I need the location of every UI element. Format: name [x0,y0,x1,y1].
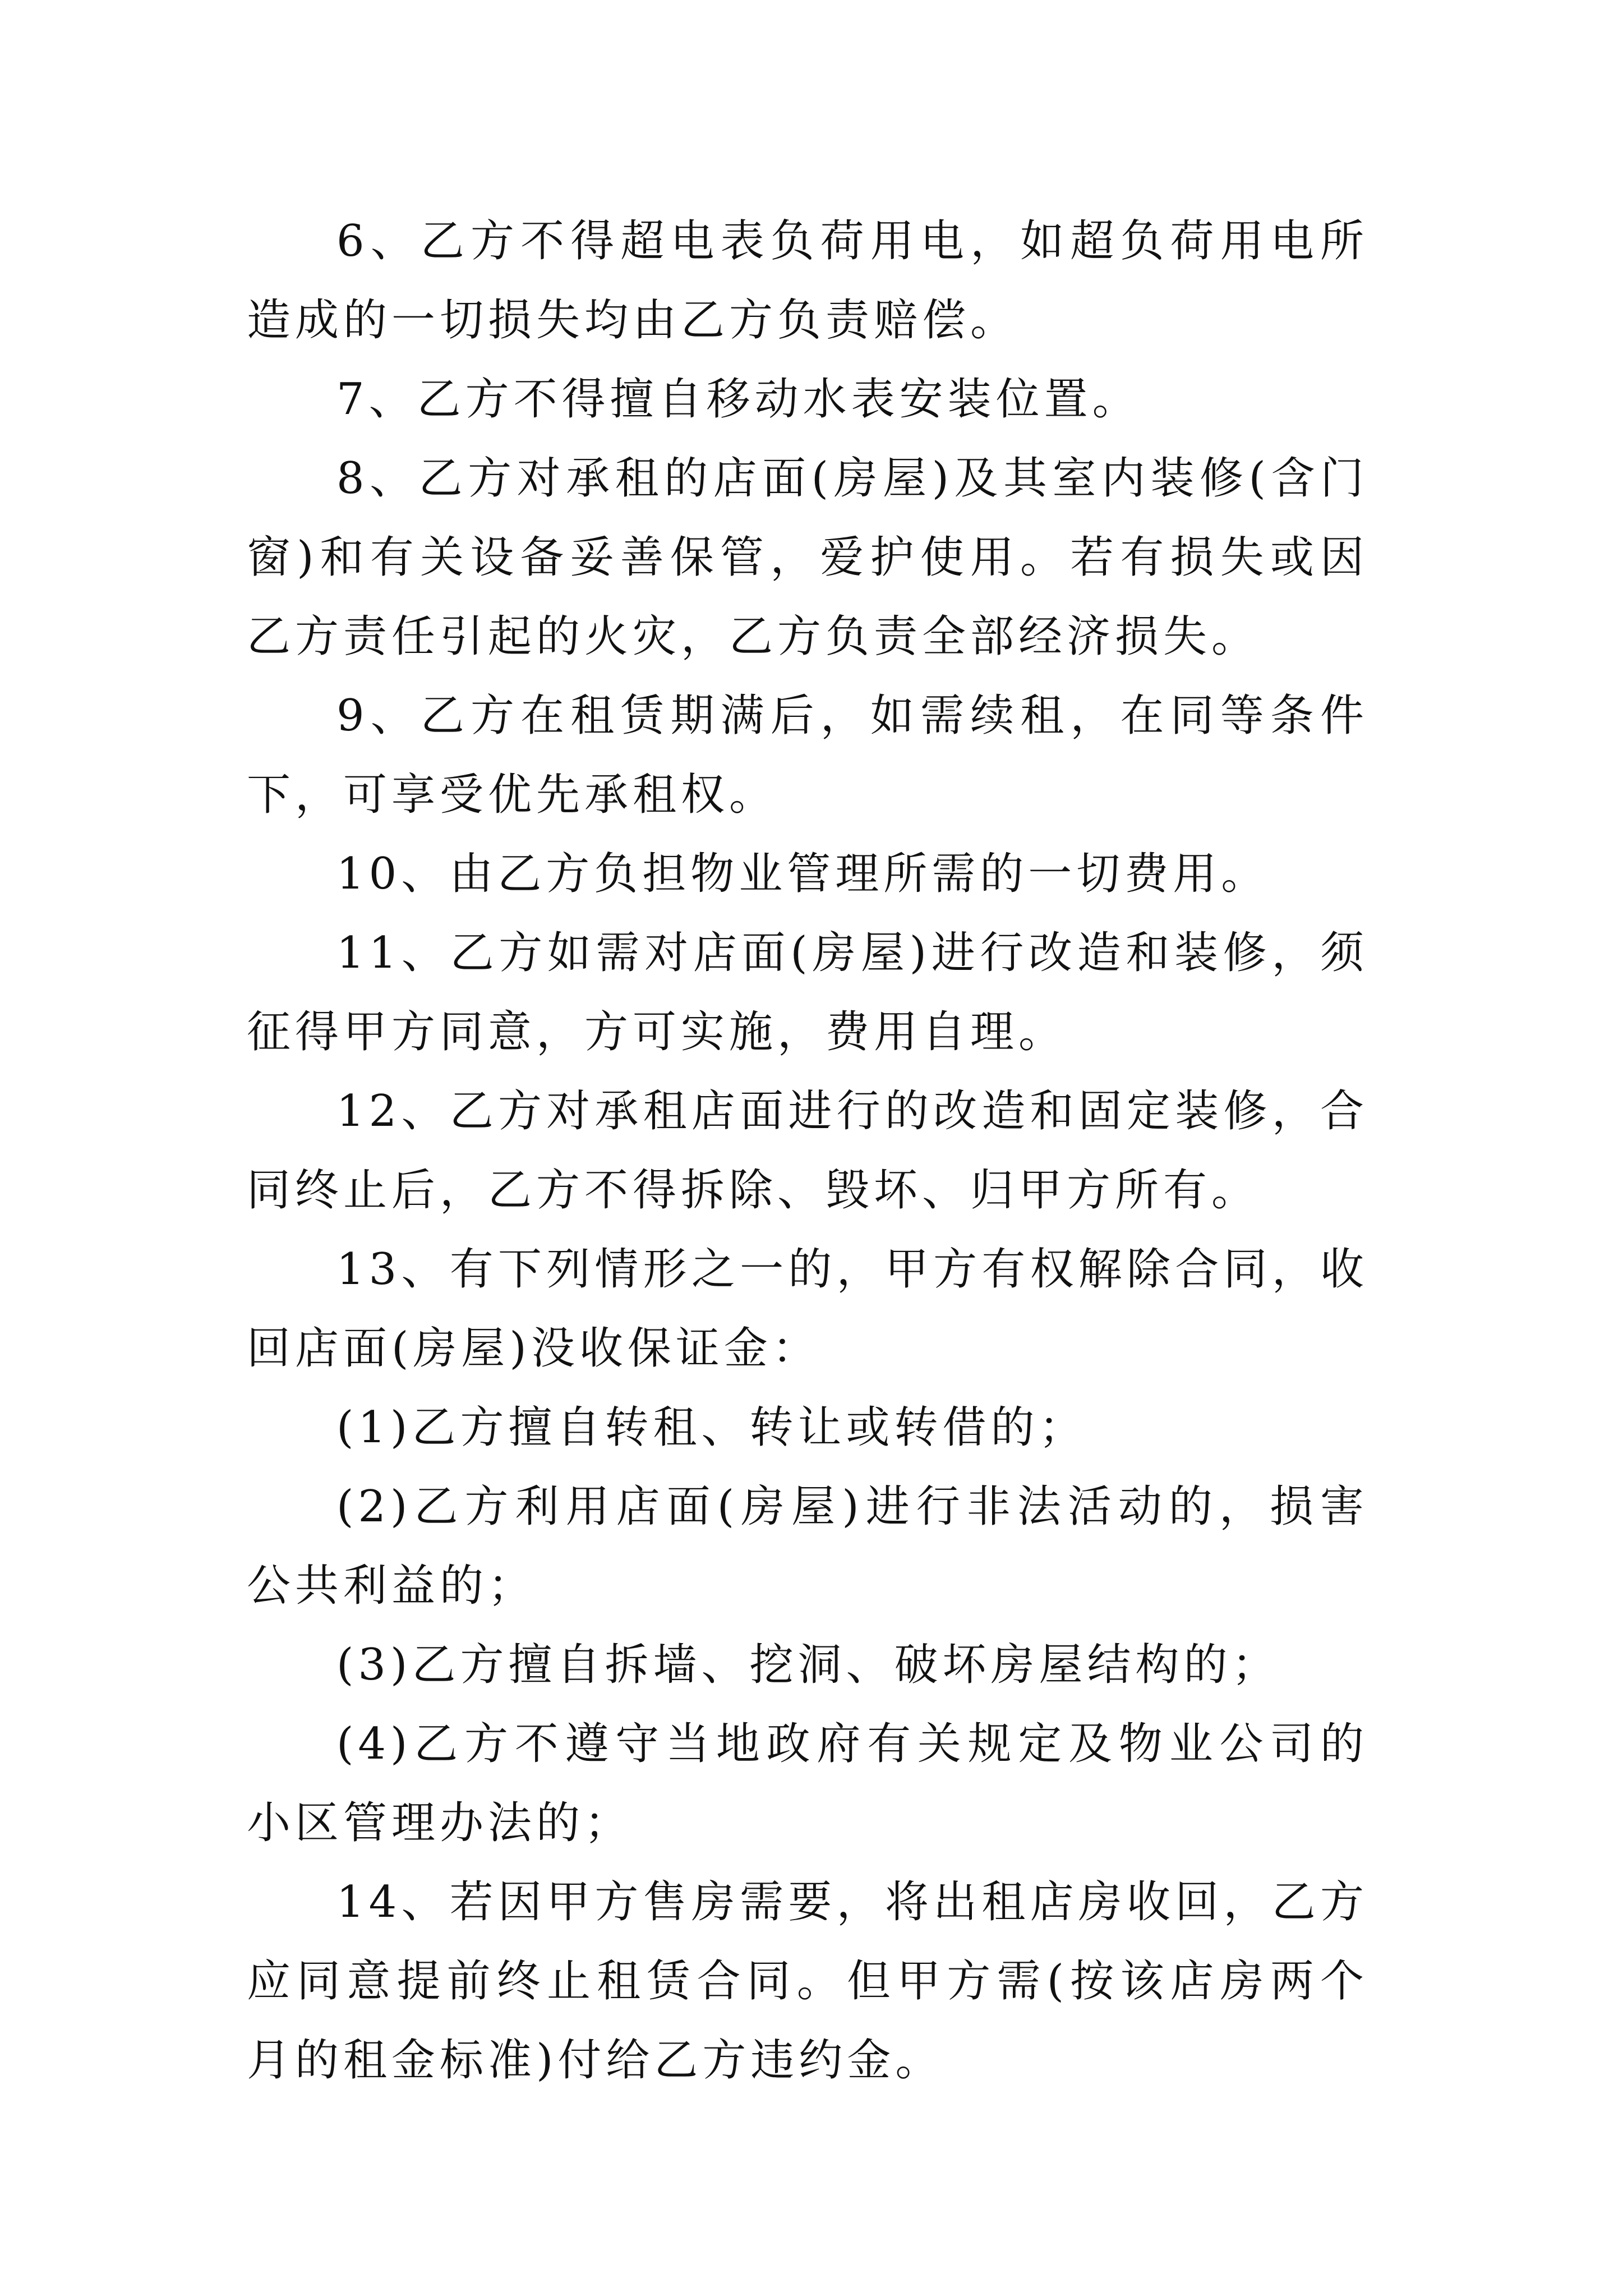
clause-11: 11、乙方如需对店面(房屋)进行改造和装修，须征得甲方同意，方可实施，费用自理。 [247,928,1368,1057]
clause-12: 12、乙方对承租店面进行的改造和固定装修，合同终止后，乙方不得拆除、毁坏、归甲方所有。 [247,1086,1368,1216]
clause-6: 6、乙方不得超电表负荷用电，如超负荷用电所造成的一切损失均由乙方负责赔偿。 [247,216,1368,346]
clause-14: 14、若因甲方售房需要，将出租店房收回，乙方应同意提前终止租赁合同。但甲方需(按该店房两个月的租金标准)付给乙方违约金。 [247,1877,1368,2086]
clause-13: 13、有下列情形之一的，甲方有权解除合同，收回店面(房屋)没收保证金： [247,1244,1368,1374]
clause-13-item-2: (2)乙方利用店面(房屋)进行非法活动的，损害公共利益的； [247,1481,1368,1611]
clause-13-item-1: (1)乙方擅自转租、转让或转借的； [336,1402,1087,1453]
clause-10: 10、由乙方负担物业管理所需的一切费用。 [336,849,1270,899]
clause-9: 9、乙方在租赁期满后，如需续租，在同等条件下，可享受优先承租权。 [247,691,1368,820]
clause-7: 7、乙方不得擅自移动水表安装位置。 [336,374,1141,425]
clause-13-item-3: (3)乙方擅自拆墙、挖洞、破坏房屋结构的； [336,1640,1280,1690]
document-body [247,202,1368,2100]
clause-8: 8、乙方对承租的店面(房屋)及其室内装修(含门窗)和有关设备妥善保管，爱护使用。若有损失或因乙方责任引起的火灾，乙方负责全部经济损失。 [247,453,1368,662]
clause-13-item-4: (4)乙方不遵守当地政府有关规定及物业公司的小区管理办法的； [247,1719,1368,1848]
